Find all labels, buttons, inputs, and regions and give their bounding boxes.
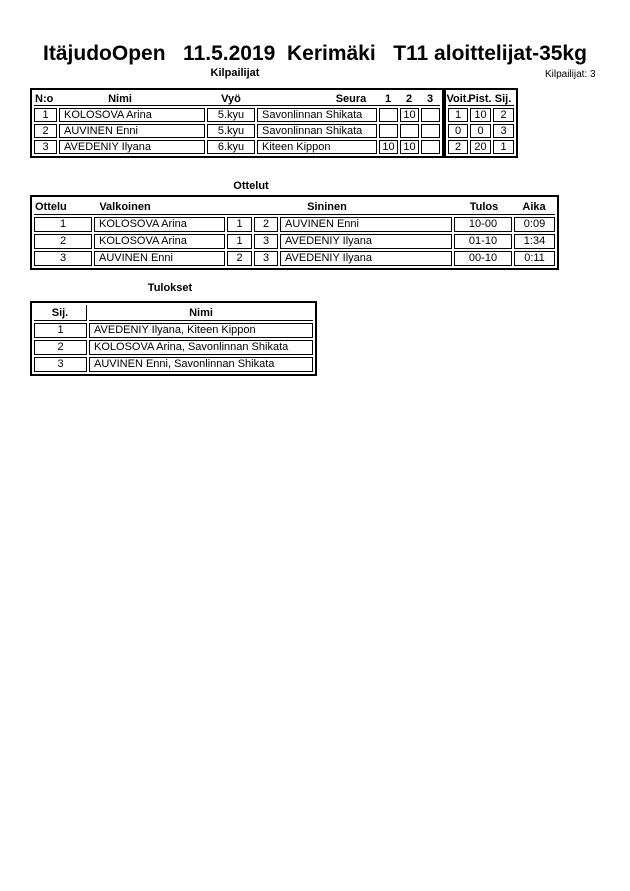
cell-round2 [400, 124, 419, 138]
cell-result: 00-10 [454, 251, 512, 266]
cell-name: AUVINEN Enni [59, 124, 205, 138]
cell-place: 2 [34, 340, 87, 355]
cell-time: 0:11 [514, 251, 555, 266]
competitor-row [34, 108, 440, 122]
cell-white-name: KOLOSOVA Arina [94, 234, 225, 249]
cell-round2: 10 [400, 108, 419, 122]
cell-name: AUVINEN Enni, Savonlinnan Shikata [89, 357, 313, 372]
header-result: Tulos [469, 201, 499, 213]
results-table [30, 301, 317, 376]
cell-points: 20 [470, 140, 491, 154]
header-blue: Sininen [307, 201, 347, 213]
cell-belt: 6.kyu [207, 140, 255, 154]
cell-result: 01-10 [454, 234, 512, 249]
cell-blue-no: 3 [254, 234, 278, 249]
competitor-count-label: Kilpailijat: 3 [545, 69, 596, 80]
header-place: Sij. [34, 305, 87, 321]
cell-no: 2 [34, 124, 57, 138]
cell-place: 1 [493, 140, 514, 154]
match-row [34, 251, 555, 266]
header-white: Valkoinen [99, 201, 151, 213]
header-name: Nimi [89, 305, 313, 321]
cell-points: 10 [470, 108, 491, 122]
cell-white-no: 1 [227, 234, 252, 249]
cell-club: Kiteen Kippon [257, 140, 377, 154]
standings-row [448, 108, 514, 122]
cell-wins: 2 [448, 140, 468, 154]
cell-white-no: 2 [227, 251, 252, 266]
result-row [34, 357, 313, 372]
cell-club: Savonlinnan Shikata [257, 124, 377, 138]
competitor-row [34, 140, 440, 154]
cell-round1: 10 [379, 140, 398, 154]
results-header-row [34, 305, 313, 321]
competitors-header-row [34, 92, 440, 106]
header-name: Nimi [108, 93, 132, 105]
standings-row [448, 140, 514, 154]
header-round3: 3 [426, 93, 434, 105]
header-no: N:o [35, 93, 54, 105]
results-table-inner [30, 301, 317, 376]
header-belt: Vyö [221, 93, 241, 105]
cell-round1 [379, 108, 398, 122]
cell-blue-name: AUVINEN Enni [280, 217, 452, 232]
header-round1: 1 [384, 93, 392, 105]
cell-round1 [379, 124, 398, 138]
matches-table-inner [30, 195, 559, 270]
header-place: Sij. [494, 93, 512, 105]
cell-white-name: KOLOSOVA Arina [94, 217, 225, 232]
cell-round2: 10 [400, 140, 419, 154]
header-round2: 2 [405, 93, 413, 105]
matches-header-row [34, 199, 555, 215]
cell-club: Savonlinnan Shikata [257, 108, 377, 122]
match-row [34, 217, 555, 232]
matches-table [30, 195, 559, 270]
cell-name: AVEDENIY Ilyana [59, 140, 205, 154]
competitor-row [34, 124, 440, 138]
cell-white-name: AUVINEN Enni [94, 251, 225, 266]
cell-result: 10-00 [454, 217, 512, 232]
cell-belt: 5.kyu [207, 124, 255, 138]
cell-match-no: 1 [34, 217, 92, 232]
cell-time: 1:34 [514, 234, 555, 249]
cell-blue-name: AVEDENIY Ilyana [280, 234, 452, 249]
cell-blue-no: 2 [254, 217, 278, 232]
cell-place: 1 [34, 323, 87, 338]
header-points: Pist. [468, 93, 492, 105]
result-row [34, 340, 313, 355]
cell-no: 1 [34, 108, 57, 122]
standings-header-row [448, 92, 514, 106]
competitors-standings-table [444, 88, 518, 158]
header-time: Aika [522, 201, 546, 213]
cell-time: 0:09 [514, 217, 555, 232]
cell-place: 3 [493, 124, 514, 138]
match-row [34, 234, 555, 249]
cell-round3 [421, 108, 440, 122]
header-club: Seura [335, 93, 367, 105]
cell-no: 3 [34, 140, 57, 154]
cell-place: 3 [34, 357, 87, 372]
cell-match-no: 3 [34, 251, 92, 266]
result-row [34, 323, 313, 338]
cell-name: KOLOSOVA Arina [59, 108, 205, 122]
header-wins: Voit. [446, 93, 470, 105]
cell-match-no: 2 [34, 234, 92, 249]
competitors-table [30, 88, 518, 158]
cell-name: AVEDENIY Ilyana, Kiteen Kippon [89, 323, 313, 338]
header-match: Ottelu [35, 201, 67, 213]
section-title-matches: Ottelut [233, 180, 269, 192]
competitors-main-table [30, 88, 444, 158]
cell-blue-name: AVEDENIY Ilyana [280, 251, 452, 266]
cell-round3 [421, 124, 440, 138]
standings-row [448, 124, 514, 138]
cell-place: 2 [493, 108, 514, 122]
doc-title: ItäjudoOpen 11.5.2019 Kerimäki T11 aloittelijat-35kg [43, 42, 587, 65]
section-title-results: Tulokset [147, 282, 193, 294]
cell-belt: 5.kyu [207, 108, 255, 122]
section-title-competitors: Kilpailijat [210, 67, 260, 79]
cell-points: 0 [470, 124, 491, 138]
cell-name: KOLOSOVA Arina, Savonlinnan Shikata [89, 340, 313, 355]
cell-wins: 1 [448, 108, 468, 122]
cell-wins: 0 [448, 124, 468, 138]
cell-blue-no: 3 [254, 251, 278, 266]
cell-white-no: 1 [227, 217, 252, 232]
cell-round3 [421, 140, 440, 154]
